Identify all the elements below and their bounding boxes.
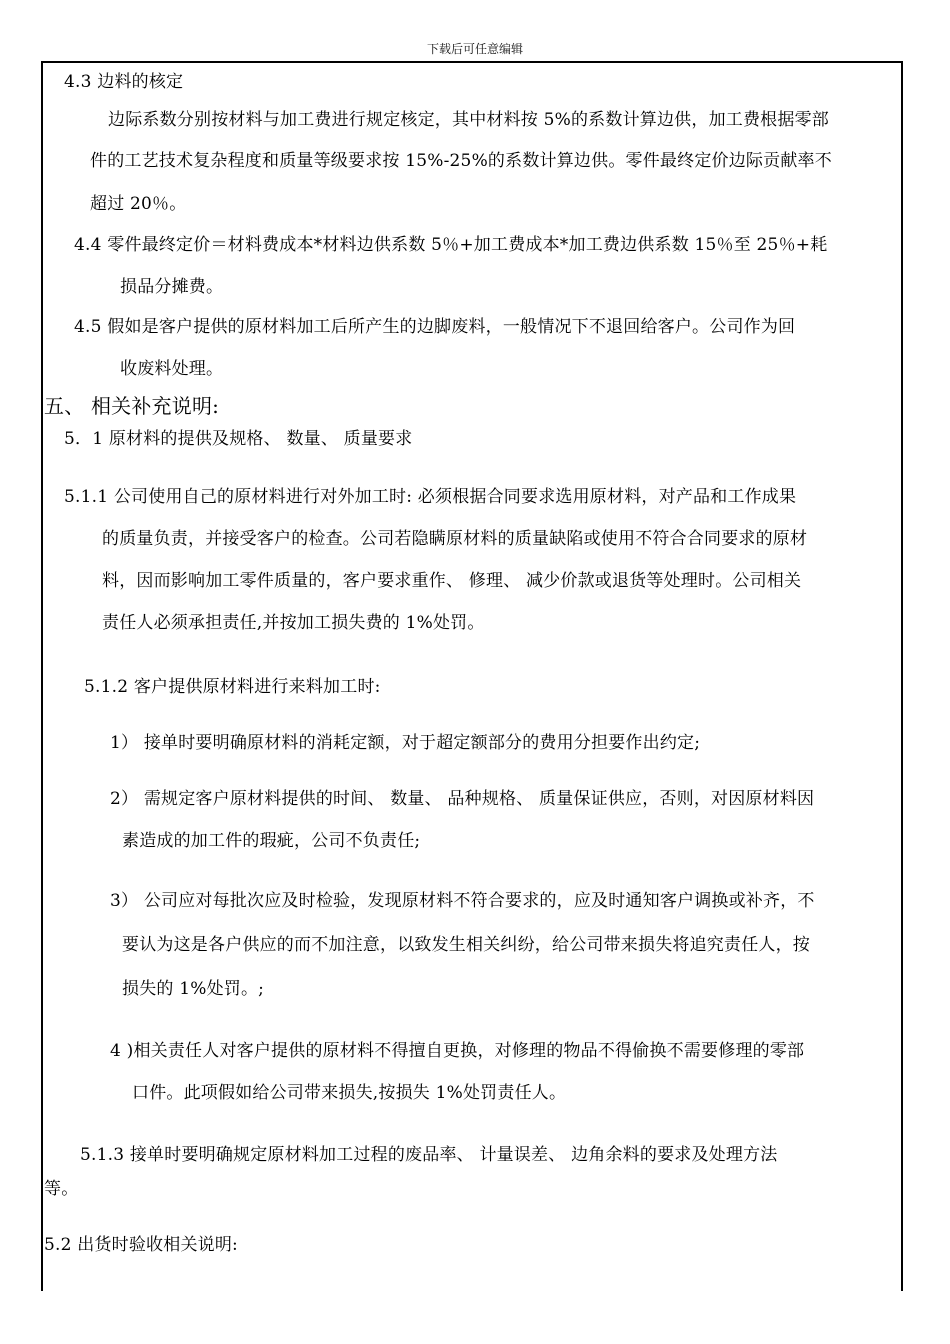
section-4-3-text-line-1: 边际系数分别按材料与加工费进行规定核定，其中材料按 5%的系数计算边供，加工费根据零部 — [108, 110, 829, 130]
list-item-1-line-1: 1） 接单时要明确原材料的消耗定额，对于超定额部分的费用分担要作出约定; — [110, 733, 701, 753]
section-4-3-text-line-2: 件的工艺技术复杂程度和质量等级要求按 15%-25%的系数计算边供。零件最终定价边际贡献率不 — [90, 151, 832, 171]
section-5-2-title: 5.2 出货时验收相关说明: — [44, 1235, 238, 1255]
section-4-4-line-2: 损品分摊费。 — [120, 277, 224, 297]
section-4-3-text-line-3: 超过 20％。 — [90, 194, 187, 214]
section-5-1-1-line-2: 的质量负责，并接受客户的检查。公司若隐瞒原材料的质量缺陷或使用不符合合同要求的原材 — [102, 529, 808, 549]
list-item-2-line-1: 2） 需规定客户原材料提供的时间、 数量、 品种规格、 质量保证供应，否则，对因原材料因 — [110, 789, 815, 809]
section-5-1-1-line-3: 料，因而影响加工零件质量的，客户要求重作、 修理、 减少价款或退货等处理时。公司相关 — [102, 571, 802, 591]
section-5-1-3-line-1: 5.1.3 接单时要明确规定原材料加工过程的废品率、 计量误差、 边角余料的要求及处理方法 — [80, 1145, 778, 1165]
section-5-heading: 五、 相关补充说明: — [44, 394, 220, 418]
section-4-4-line-1: 4.4 零件最终定价＝材料费成本*材料边供系数 5％+加工费成本*加工费边供系数 15％至 25％+耗 — [74, 235, 828, 255]
list-item-3-line-3: 损失的 1%处罚。; — [122, 979, 265, 999]
list-item-4-line-1: 4 )相关责任人对客户提供的原材料不得擅自更换，对修理的物品不得偷换不需要修理的零部 — [110, 1041, 805, 1061]
list-item-3-line-2: 要认为这是各户供应的而不加注意，以致发生相关纠纷，给公司带来损失将追究责任人，按 — [122, 935, 810, 955]
header-note: 下载后可任意编辑 — [426, 42, 523, 56]
section-5-1-title: 5．1 原材料的提供及规格、 数量、 质量要求 — [64, 429, 413, 449]
section-5-1-3-line-2: 等。 — [44, 1179, 79, 1199]
section-4-3-title: 4.3 边料的核定 — [64, 72, 184, 92]
section-4-5-line-1: 4.5 假如是客户提供的原材料加工后所产生的边脚废料，一般情况下不退回给客户。公司作为回 — [74, 317, 796, 337]
section-5-1-1-line-1: 5.1.1 公司使用自己的原材料进行对外加工时: 必须根据合同要求选用原材料，对产品和工作成果 — [64, 487, 797, 507]
section-5-1-1-line-4: 责任人必须承担责任,并按加工损失费的 1%处罚。 — [102, 613, 485, 633]
list-item-2-line-2: 素造成的加工件的瑕疵，公司不负责任; — [122, 831, 421, 851]
list-item-4-line-2: 口件。此项假如给公司带来损失,按损失 1%处罚责任人。 — [132, 1083, 567, 1103]
list-item-3-line-1: 3） 公司应对每批次应及时检验，发现原材料不符合要求的，应及时通知客户调换或补齐，不 — [110, 891, 815, 911]
section-4-5-line-2: 收废料处理。 — [120, 359, 224, 379]
section-5-1-2-title: 5.1.2 客户提供原材料进行来料加工时: — [84, 677, 381, 697]
